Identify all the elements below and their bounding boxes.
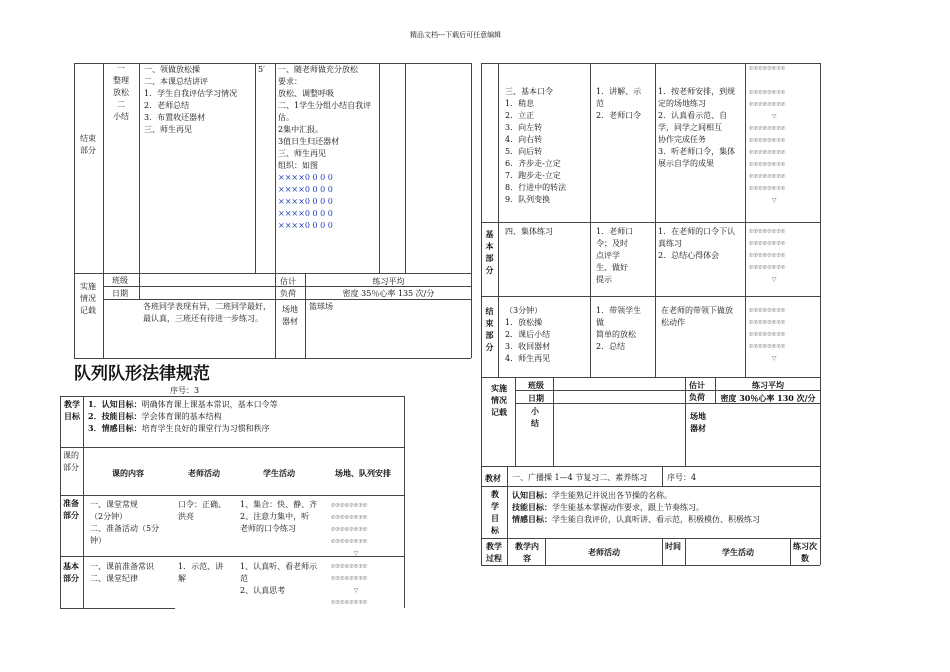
- goal-item: 3．情感目标：培育学生良好的课堂行为习惯和秩序: [88, 423, 270, 433]
- col-process: 教学过程: [486, 541, 502, 563]
- collective-content: 四、集体练习: [505, 227, 553, 236]
- lesson-seq: 序号：3: [170, 386, 200, 395]
- formation-symbols: ℗℗℗℗℗℗℗℗ ℗℗℗℗℗℗℗℗ ℗℗℗℗℗℗℗℗ ℗℗℗℗℗℗℗℗ ▽: [749, 228, 786, 283]
- next-goal-item: 认知目标：学生能熟记并说出各节操的名称。: [512, 490, 672, 500]
- formation-symbols: ℗℗℗℗℗℗℗℗ ℗℗℗℗℗℗℗℗ ℗℗℗℗℗℗℗℗ ▽ ℗℗℗℗℗℗℗℗ ℗℗℗℗℗℗℗℗ ℗℗℗℗℗℗℗℗ ℗℗℗℗℗℗℗℗ ℗℗℗℗℗℗℗℗ ℗℗℗℗℗℗℗℗ ▽: [749, 65, 786, 204]
- formation-row: ××××0 0 0 0: [278, 185, 333, 194]
- venue-value: 篮球场: [309, 302, 333, 311]
- goal-item: 2．技能目标：学会体育课的基本结构: [88, 411, 222, 421]
- next-seq: 序号：4: [667, 473, 697, 482]
- formation-symbols: ℗℗℗℗℗℗℗℗ ℗℗℗℗℗℗℗℗ ℗℗℗℗℗℗℗℗ ℗℗℗℗℗℗℗℗ ▽: [331, 502, 368, 557]
- basic-commands-student: 1．按老师安排，到规 定的场地练习 2．认真看示范、自 学，同学之间相互 协作完成任务 3．听老师口令，集体 展示自学的成果: [658, 87, 736, 168]
- next-goals-label: 教学目标: [491, 489, 499, 535]
- material-label: 教材: [485, 473, 501, 483]
- record-note: 各班同学表现有异，二班同学最好，最认真，三班还有待进一步练习。: [143, 302, 271, 323]
- formation-row: ××××0 0 0 0: [278, 221, 333, 230]
- col-count: 练习次数: [793, 541, 817, 563]
- basic-teacher: 1．示范、讲 解: [178, 562, 224, 583]
- formation-symbols: ℗℗℗℗℗℗℗℗ ℗℗℗℗℗℗℗℗ ▽ ℗℗℗℗℗℗℗℗: [331, 563, 368, 606]
- col-time: 时间: [665, 541, 681, 551]
- end-section-label: 结束部分: [80, 134, 96, 155]
- goal-item: 1．认知目标：明确体育课上课基本常识，基本口令等: [88, 399, 278, 409]
- prep-teacher: 口令：正确、 洪亮: [178, 500, 226, 521]
- formation-diagram: [278, 172, 333, 232]
- prep-content: 一、课堂常规 （2分钟） 二、准备活动（5分 钟）: [90, 500, 160, 545]
- col-teach-content: 教学内容: [515, 541, 539, 563]
- right-date-label: 日期: [528, 393, 544, 403]
- end-section-student: 一、随老师做充分放松 要求： 放松、调整呼吸 二、1学生分组小结自我评 估。 2集中汇报。 3值日生归还器材 三、师生再见 组织：如图: [278, 65, 372, 170]
- page-header: 精品文档---下载后可任意编辑: [410, 31, 502, 39]
- next-goal-item: 情感目标：学生能自我评价，认真听讲、看示范，积极模仿、积极练习: [512, 514, 760, 524]
- venue-label: 场地器材: [282, 305, 298, 326]
- goals-label: 教学目标: [64, 399, 80, 421]
- col-venue: 场地、队列安排: [335, 468, 391, 478]
- end-section-content: 一、领做放松操 二、本课总结讲评 1．学生自我评估学习情况 2．老师总结 3．布置收还器材 三、师生再见: [144, 65, 238, 134]
- end-content: （3分钟） 1．放松操 2．课后小结 3．收回器材 4．师生再见: [505, 306, 551, 363]
- right-end-label: 结束部分: [485, 306, 494, 352]
- date-label: 日期: [112, 289, 128, 298]
- formation-symbols: ℗℗℗℗℗℗℗℗ ℗℗℗℗℗℗℗℗ ℗℗℗℗℗℗℗℗ ℗℗℗℗℗℗℗℗ ▽: [749, 307, 786, 362]
- basic-student: 1、认真听、看老师示 范 2、认真思考: [240, 562, 318, 595]
- col-content: 课的内容: [112, 468, 144, 478]
- record-label: 实施情况记载: [80, 282, 96, 315]
- lesson-title: 队列队形法律规范: [74, 364, 210, 384]
- right-summary-label: 小 结: [531, 406, 539, 428]
- basic-label: 基本部分: [63, 561, 79, 583]
- col-student: 学生活动: [263, 468, 295, 478]
- material-value: 一、广播操 1—4 节复习二、素养练习: [512, 473, 648, 482]
- right-record-label: 实施情况记载: [491, 383, 507, 417]
- right-density: 密度 30％心率 130 次/分: [720, 393, 816, 403]
- col-section: 课的部分: [63, 451, 79, 472]
- end-section-time: 5′: [258, 65, 265, 74]
- class-label: 班级: [112, 276, 128, 285]
- collective-teacher: 1．老师口 令；及时 点评学 生、做好 提示: [596, 227, 634, 284]
- density-value: 密度 35％心率 135 次/分: [342, 289, 435, 298]
- formation-row: ××××0 0 0 0: [278, 209, 333, 218]
- right-practice: 练习平均: [752, 380, 784, 390]
- right-venue-label: 场地器材: [690, 411, 706, 433]
- prep-label: 准备部分: [63, 498, 79, 520]
- basic-content: 一、课前准备常识 二、课堂纪律: [90, 562, 154, 583]
- end-section-phase: 一 整理 放松 二 小结: [113, 64, 129, 121]
- formation-row: ××××0 0 0 0: [278, 173, 333, 182]
- estimate-label: 估计 负荷: [280, 277, 296, 298]
- next-goal-item: 技能目标：学生能基本掌握动作要求，跟上节奏练习。: [512, 502, 704, 512]
- practice-average: 练习平均: [372, 277, 405, 286]
- right-class-label: 班级: [528, 380, 544, 390]
- formation-row: ××××0 0 0 0: [278, 197, 333, 206]
- basic-commands-teacher: 1．讲解、示 范 2．老师口令: [596, 87, 642, 120]
- basic-commands-content: 三、基本口令 1．稍息 2．立正 3．向左转 4．向右转 5．向后转 6．齐步走-立定 7．跑步走-立定 8．行进中的转法 9．队列变换: [505, 87, 567, 204]
- right-basic-label: 基本部分: [485, 229, 494, 275]
- col-teacher-activity: 老师活动: [588, 547, 620, 557]
- col-student-activity: 学生活动: [722, 547, 754, 557]
- collective-student: 1．在老师的口令下认 真练习 2．总结心得体会: [658, 227, 736, 260]
- right-estimate-label: 估计 负荷: [689, 380, 705, 402]
- end-teacher: 1．带领学生 做 简单的放松 2．总结: [596, 306, 642, 351]
- prep-student: 1、集合：快、静、齐 2、注意力集中，听 老师的口令练习: [240, 500, 318, 533]
- col-teacher: 老师活动: [188, 468, 220, 478]
- end-student: 在老师的带领下做放 松动作: [661, 306, 733, 327]
